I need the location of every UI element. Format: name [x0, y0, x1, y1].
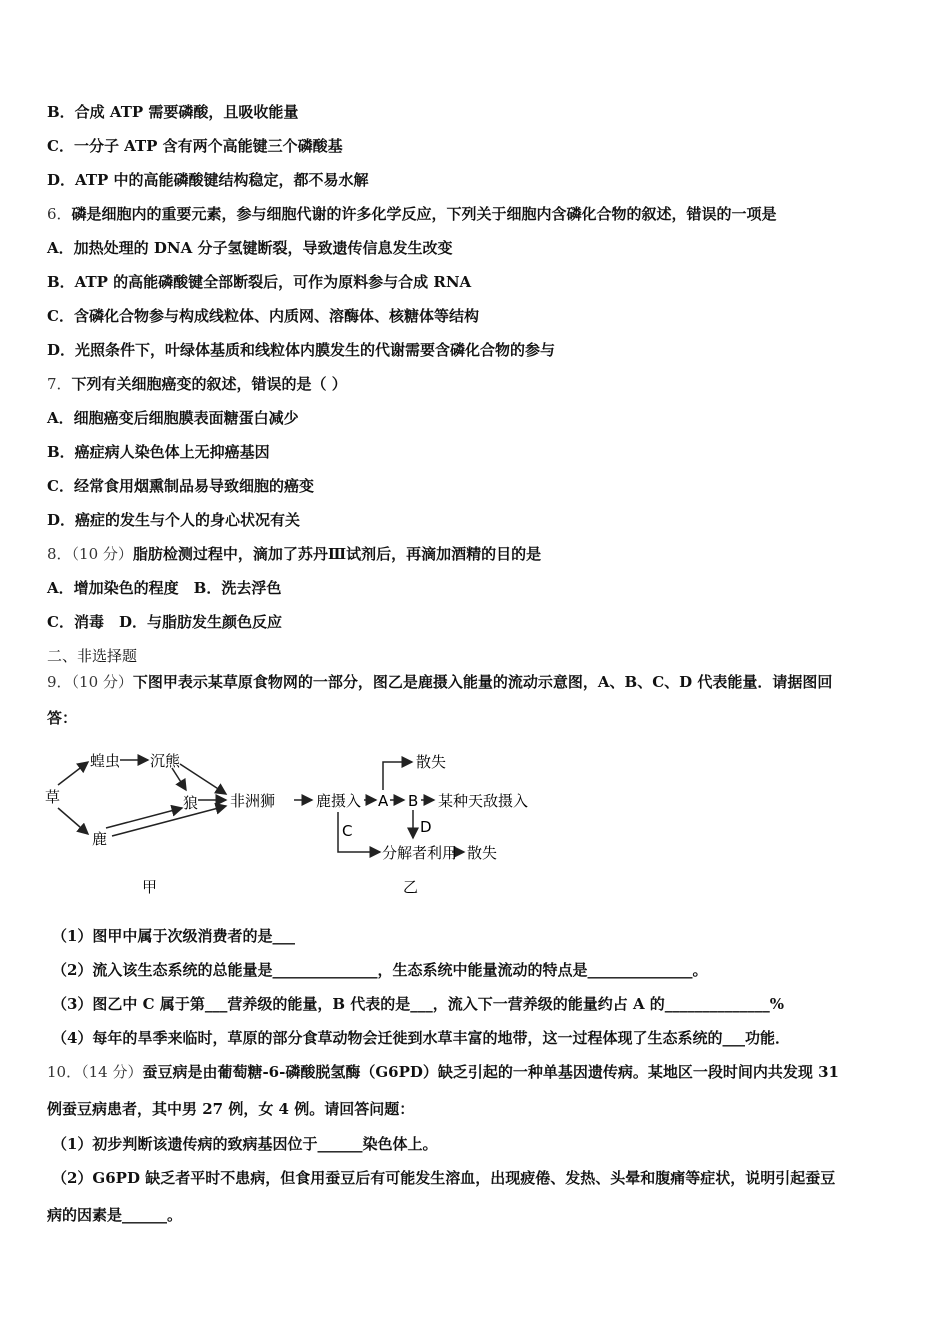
deer-label: 鹿	[92, 830, 108, 848]
q9-sub-question-2: （2）流入该生态系统的总能量是______________，生态系统中能量流动的特点是______________。	[52, 961, 708, 979]
energy-a-label: A	[378, 792, 389, 810]
diagram-jia-caption: 甲	[142, 878, 158, 896]
q5-option-b: B．合成 ATP 需要磷酸，且吸收能量	[47, 103, 299, 121]
q8-options-ab: A．增加染色的程度 B．洗去浮色	[47, 579, 282, 597]
q7-option-c: C．经常食用烟熏制品易导致细胞的癌变	[47, 477, 314, 495]
q9-sub-question-4: （4）每年的旱季来临时，草原的部分食草动物会迁徙到水草丰富的地带，这一过程体现了生态系统的___功能．	[52, 1029, 790, 1047]
q7-stem: 下列有关细胞癌变的叙述，错误的是（ ）	[71, 375, 347, 393]
q10-stem-line-1	[47, 1062, 839, 1082]
energy-c-label: C	[342, 822, 353, 840]
q9-sub-question-1: （1）图甲中属于次级消费者的是___	[52, 927, 295, 945]
q10-sub-question-2-line-2: 病的因素是______。	[47, 1206, 183, 1224]
q9-stem: 下图甲表示某草原食物网的一部分，图乙是鹿摄入能量的流动示意图，A、B、C、D 代表能量．请据图回	[132, 673, 833, 691]
grass-label: 草	[45, 788, 61, 806]
q6-number: 6．	[47, 205, 72, 223]
q6-option-b: B．ATP 的高能磷酸键全部断裂后，可作为原料参与合成 RNA	[47, 273, 472, 291]
q6-option-c: C．含磷化合物参与构成线粒体、内质网、溶酶体、核糖体等结构	[47, 307, 479, 325]
loss-top-label: 散失	[416, 753, 447, 771]
q8-options-cd: C．消毒 D．与脂肪发生颜色反应	[47, 613, 282, 631]
q9-stem-line-1	[47, 672, 832, 692]
locust-label: 蝗虫	[90, 752, 121, 770]
q6-stem-line	[47, 204, 777, 224]
q9-number: 9．（10 分）	[47, 673, 133, 691]
q7-number: 7．	[47, 375, 72, 393]
lion-label: 非洲狮	[230, 792, 276, 810]
decomposer-label: 分解者利用	[382, 844, 458, 862]
q10-number: 10．（14 分）	[47, 1063, 143, 1081]
q8-stem: 脂肪检测过程中，滴加了苏丹Ⅲ试剂后，再滴加酒精的目的是	[132, 545, 542, 563]
loss-bottom-label: 散失	[467, 844, 498, 862]
energy-b-label: B	[408, 792, 419, 810]
q5-option-c: C．一分子 ATP 含有两个高能键三个磷酸基	[47, 137, 343, 155]
q8-number: 8．（10 分）	[47, 545, 133, 563]
q7-stem-line	[47, 374, 347, 394]
section-heading: 二、非选择题	[47, 647, 138, 665]
q6-option-d: D．光照条件下，叶绿体基质和线粒体内膜发生的代谢需要含磷化合物的参与	[47, 341, 556, 359]
q9-sub-question-3: （3）图乙中 C 属于第___营养级的能量，B 代表的是___，流入下一营养级的能量约占 A 的______________%	[52, 995, 785, 1013]
q10-stem-line-2: 例蚕豆病患者，其中男 27 例，女 4 例。请回答问题：	[47, 1100, 415, 1118]
wolf-label: 狼	[183, 794, 199, 812]
q7-option-b: B．癌症病人染色体上无抑癌基因	[47, 443, 270, 461]
q10-stem: 蚕豆病是由葡萄糖-6-磷酸脱氢酶（G6PD）缺乏引起的一种单基因遗传病。某地区一段时间内共发现 31	[142, 1063, 839, 1081]
q5-option-d: D．ATP 中的高能磷酸键结构稳定，都不易水解	[47, 171, 369, 189]
q7-option-a: A．细胞癌变后细胞膜表面糖蛋白减少	[47, 409, 299, 427]
q8-stem-line	[47, 544, 541, 564]
diagram-yi-caption: 乙	[403, 878, 419, 896]
energy-d-label: D	[420, 818, 432, 836]
deer-intake-label: 鹿摄入	[316, 792, 362, 810]
q9-stem-line-2: 答：	[47, 709, 78, 727]
food-web-diagram	[40, 740, 540, 905]
q6-stem: 磷是细胞内的重要元素，参与细胞代谢的许多化学反应，下列关于细胞内含磷化合物的叙述，错误的一项是	[71, 205, 777, 223]
q7-option-d: D．癌症的发生与个人的身心状况有关	[47, 511, 301, 529]
cheetah-label: 沉熊	[150, 752, 181, 770]
predator-intake-label: 某种天敌摄入	[438, 792, 529, 810]
q10-sub-question-1: （1）初步判断该遗传病的致病基因位于______染色体上。	[52, 1135, 438, 1153]
q6-option-a: A．加热处理的 DNA 分子氢键断裂，导致遗传信息发生改变	[47, 239, 453, 257]
q10-sub-question-2-line-1: （2）G6PD 缺乏者平时不患病，但食用蚕豆后有可能发生溶血，出现疲倦、发热、头晕和腹痛等症状，说明引起蚕豆	[52, 1169, 836, 1187]
